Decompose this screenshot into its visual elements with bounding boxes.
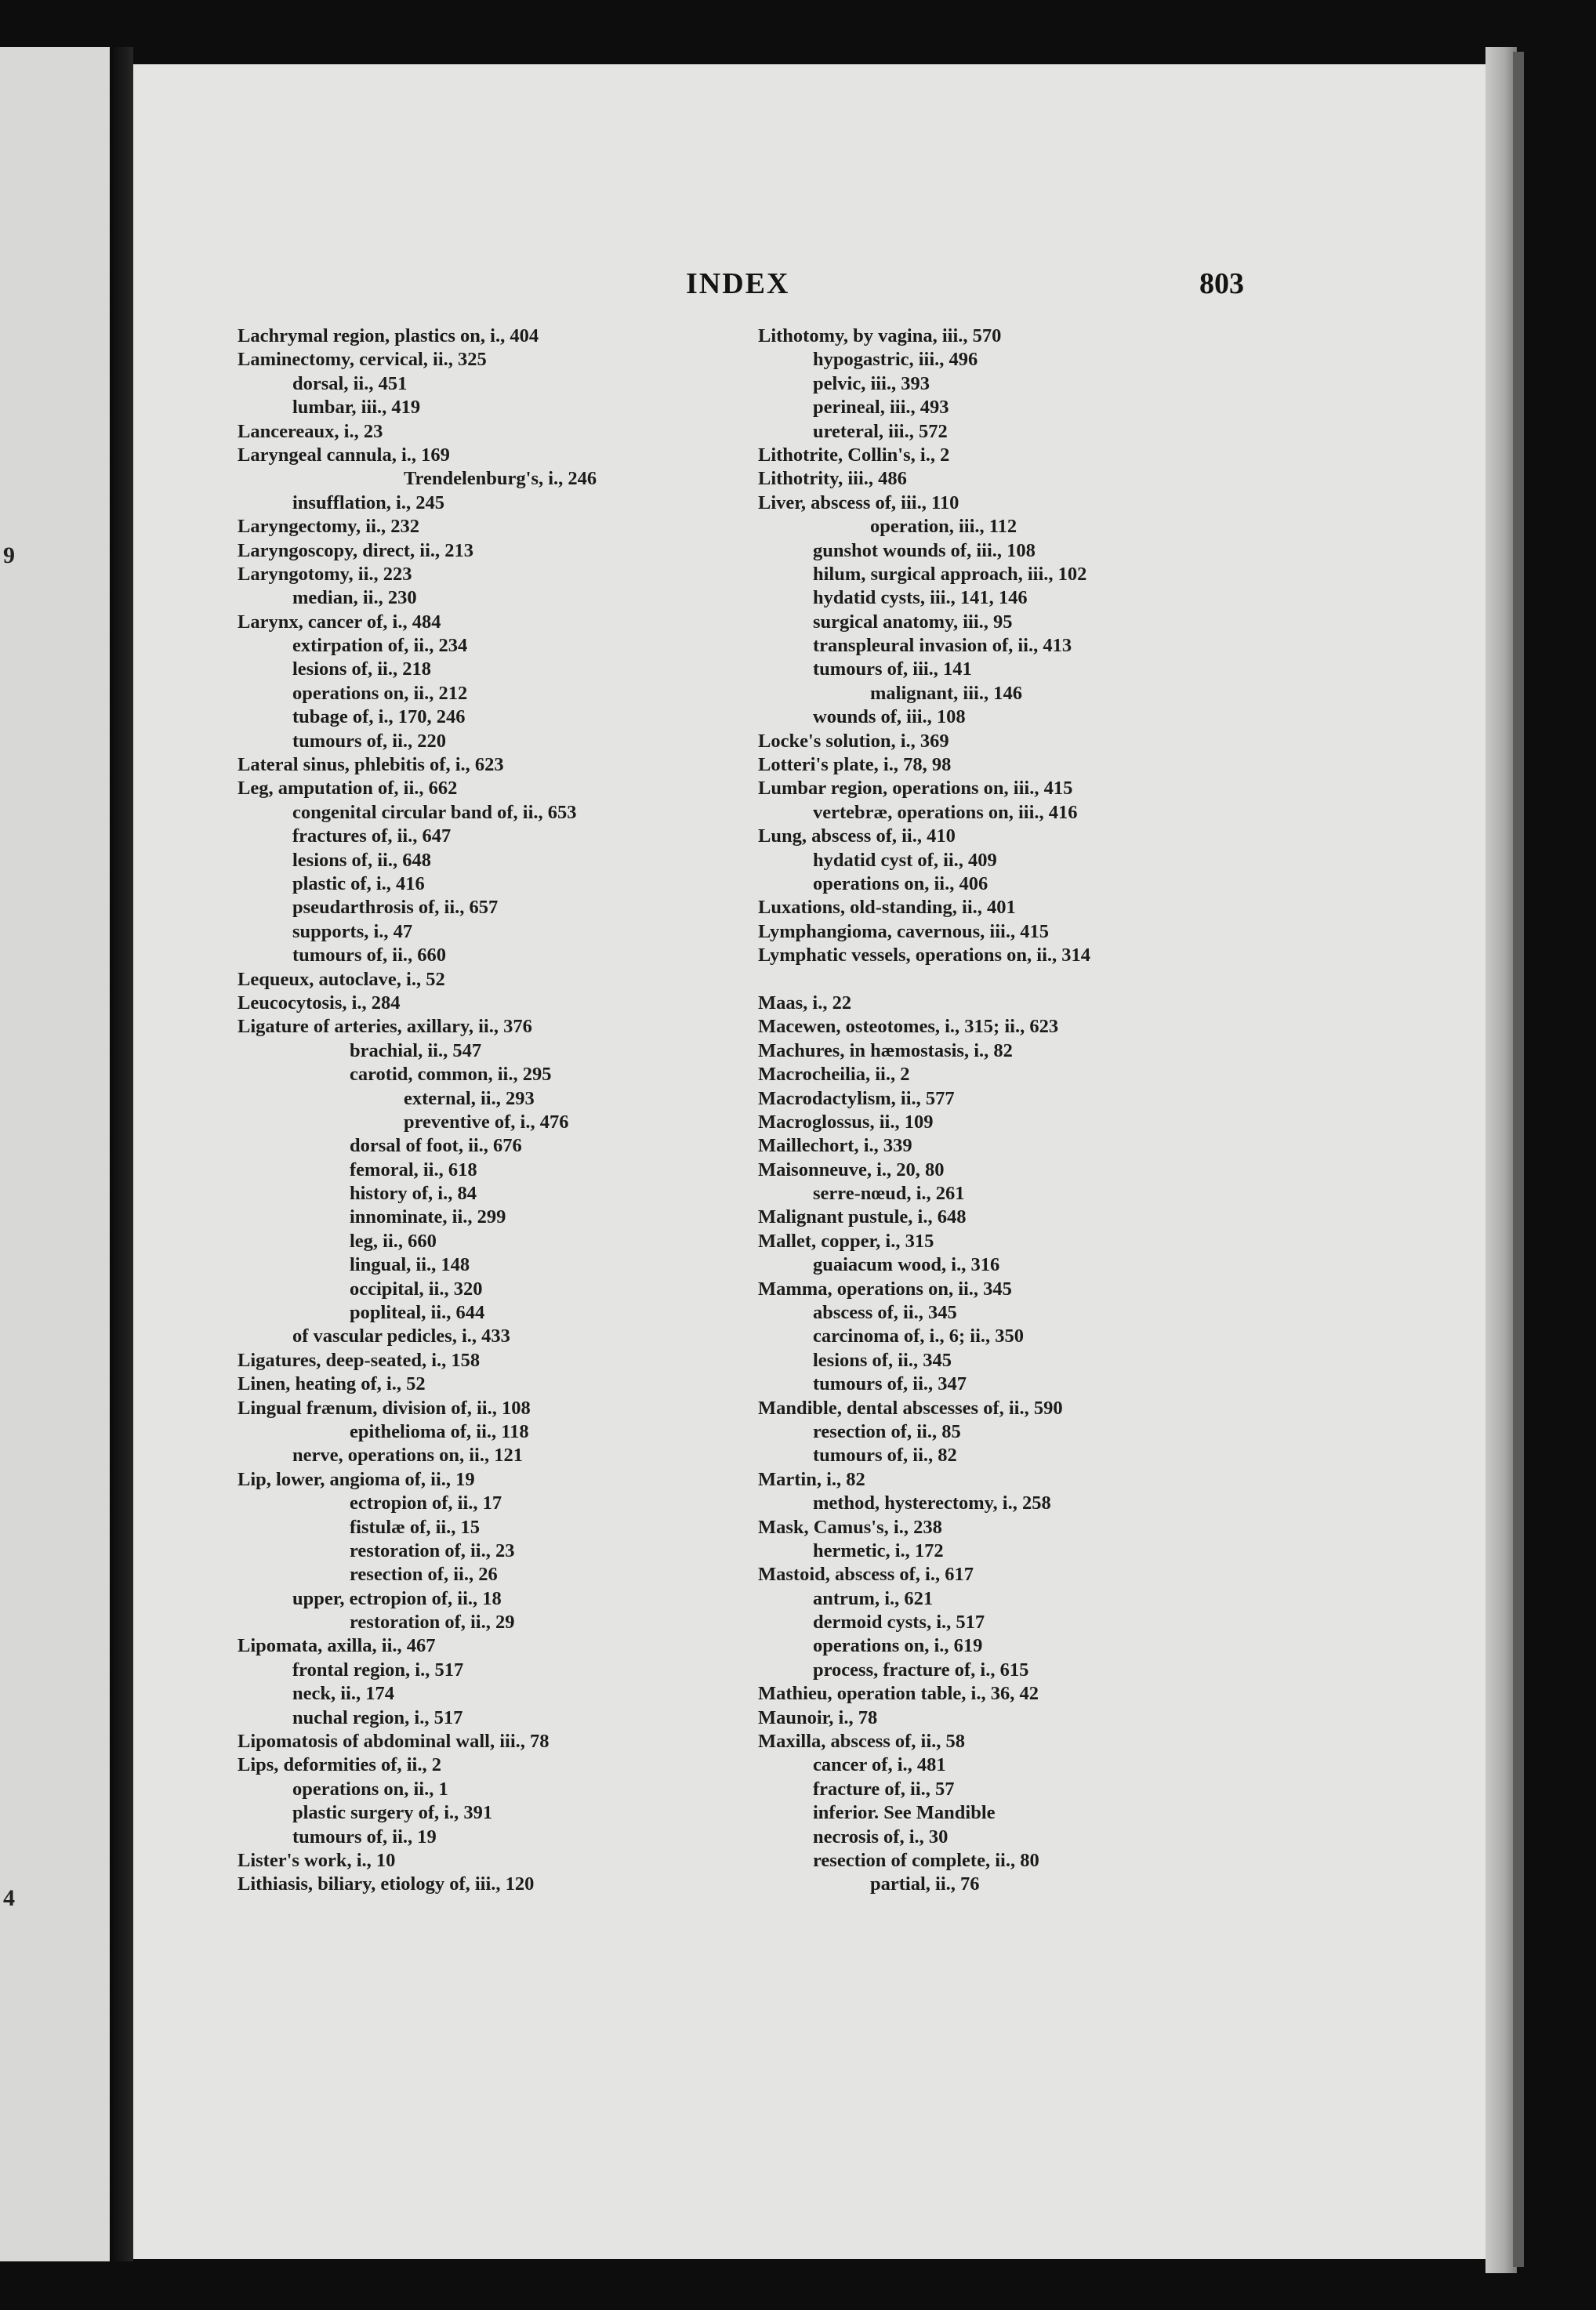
index-entry: Lotteri's plate, i., 78, 98 bbox=[758, 754, 952, 776]
index-subentry: gunshot wounds of, iii., 108 bbox=[813, 539, 1036, 561]
index-entry: Mallet, copper, i., 315 bbox=[758, 1230, 934, 1252]
previous-page bbox=[0, 47, 110, 2261]
index-subentry: plastic of, i., 416 bbox=[292, 872, 425, 894]
index-entry: Lateral sinus, phlebitis of, i., 623 bbox=[238, 754, 504, 776]
index-entry: Lithotrity, iii., 486 bbox=[758, 468, 907, 490]
index-subentry: brachial, ii., 547 bbox=[350, 1039, 482, 1061]
index-subentry: tumours of, ii., 82 bbox=[813, 1445, 957, 1467]
index-subentry: hermetic, i., 172 bbox=[813, 1539, 944, 1561]
index-subentry: hilum, surgical approach, iii., 102 bbox=[813, 563, 1087, 585]
index-subentry: carcinoma of, i., 6; ii., 350 bbox=[813, 1325, 1025, 1347]
index-entry: Laryngeal cannula, i., 169 bbox=[238, 444, 450, 466]
index-entry: Lancereaux, i., 23 bbox=[238, 420, 383, 442]
index-subentry: external, ii., 293 bbox=[404, 1087, 535, 1109]
index-subentry: frontal region, i., 517 bbox=[292, 1659, 464, 1681]
index-subentry: fractures of, ii., 647 bbox=[292, 825, 452, 847]
index-entry: Lequeux, autoclave, i., 52 bbox=[238, 968, 445, 990]
index-subentry: leg, ii., 660 bbox=[350, 1230, 437, 1252]
index-subentry: operations on, ii., 212 bbox=[292, 682, 468, 704]
index-subentry: resection of, ii., 26 bbox=[350, 1564, 498, 1586]
index-entry: Lachrymal region, plastics on, i., 404 bbox=[238, 325, 539, 346]
index-subentry: hydatid cysts, iii., 141, 146 bbox=[813, 587, 1028, 609]
index-subentry: surgical anatomy, iii., 95 bbox=[813, 611, 1013, 633]
index-subentry: plastic surgery of, i., 391 bbox=[292, 1802, 493, 1824]
index-subentry: malignant, iii., 146 bbox=[870, 682, 1022, 704]
index-subentry: lingual, ii., 148 bbox=[350, 1254, 470, 1276]
index-entry: Liver, abscess of, iii., 110 bbox=[758, 491, 959, 513]
index-subentry: supports, i., 47 bbox=[292, 920, 413, 942]
index-subentry: carotid, common, ii., 295 bbox=[350, 1064, 552, 1086]
index-subentry: necrosis of, i., 30 bbox=[813, 1826, 949, 1848]
index-subentry: tumours of, ii., 347 bbox=[813, 1373, 967, 1395]
index-entry: Leucocytosis, i., 284 bbox=[238, 992, 401, 1014]
index-subentry: resection of, ii., 85 bbox=[813, 1420, 961, 1442]
index-subentry: preventive of, i., 476 bbox=[404, 1111, 569, 1133]
index-subentry: abscess of, ii., 345 bbox=[813, 1302, 957, 1324]
index-column-left bbox=[238, 325, 597, 1897]
index-entry: Lingual frænum, division of, ii., 108 bbox=[238, 1397, 531, 1419]
index-subentry: partial, ii., 76 bbox=[870, 1873, 980, 1895]
index-subentry: perineal, iii., 493 bbox=[813, 397, 949, 419]
index-entry: Mastoid, abscess of, i., 617 bbox=[758, 1564, 974, 1586]
index-subentry: insufflation, i., 245 bbox=[292, 491, 444, 513]
index-subentry: of vascular pedicles, i., 433 bbox=[292, 1325, 510, 1347]
index-entry: Maxilla, abscess of, ii., 58 bbox=[758, 1731, 966, 1753]
index-subentry: cancer of, i., 481 bbox=[813, 1754, 946, 1776]
index-subentry: lesions of, ii., 648 bbox=[292, 849, 431, 871]
index-subentry: median, ii., 230 bbox=[292, 587, 417, 609]
index-subentry: lumbar, iii., 419 bbox=[292, 397, 421, 419]
index-entry: Linen, heating of, i., 52 bbox=[238, 1373, 426, 1395]
index-subentry: congenital circular band of, ii., 653 bbox=[292, 801, 577, 823]
index-subentry: operation, iii., 112 bbox=[870, 516, 1017, 538]
index-entry: Locke's solution, i., 369 bbox=[758, 730, 949, 752]
index-subentry: occipital, ii., 320 bbox=[350, 1278, 483, 1300]
index-entry: Mathieu, operation table, i., 36, 42 bbox=[758, 1683, 1039, 1705]
index-subentry: method, hysterectomy, i., 258 bbox=[813, 1492, 1051, 1514]
index-entry: Lithiasis, biliary, etiology of, iii., 120 bbox=[238, 1873, 535, 1895]
index-entry: Macewen, osteotomes, i., 315; ii., 623 bbox=[758, 1016, 1059, 1038]
index-entry: Lymphatic vessels, operations on, ii., 314 bbox=[758, 945, 1091, 966]
index-subentry: tubage of, i., 170, 246 bbox=[292, 706, 466, 728]
index-subentry: operations on, ii., 406 bbox=[813, 872, 988, 894]
index-subentry: ectropion of, ii., 17 bbox=[350, 1492, 502, 1514]
index-subentry: transpleural invasion of, ii., 413 bbox=[813, 635, 1072, 657]
index-subentry: dermoid cysts, i., 517 bbox=[813, 1612, 985, 1634]
index-subentry: tumours of, ii., 660 bbox=[292, 945, 446, 966]
index-subentry: hydatid cyst of, ii., 409 bbox=[813, 849, 997, 871]
index-entry: Macrocheilia, ii., 2 bbox=[758, 1064, 910, 1086]
index-subentry: dorsal of foot, ii., 676 bbox=[350, 1135, 522, 1157]
index-subentry: operations on, ii., 1 bbox=[292, 1778, 448, 1800]
index-entry: Leg, amputation of, ii., 662 bbox=[238, 778, 458, 800]
index-subentry: antrum, i., 621 bbox=[813, 1587, 934, 1609]
index-entry: Malignant pustule, i., 648 bbox=[758, 1206, 967, 1228]
index-entry: Ligature of arteries, axillary, ii., 376 bbox=[238, 1016, 532, 1038]
index-entry: Luxations, old-standing, ii., 401 bbox=[758, 897, 1016, 919]
index-entry: Maas, i., 22 bbox=[758, 992, 852, 1014]
index-entry: Lip, lower, angioma of, ii., 19 bbox=[238, 1468, 475, 1490]
index-subentry: lesions of, ii., 345 bbox=[813, 1349, 952, 1371]
index-subentry: process, fracture of, i., 615 bbox=[813, 1659, 1029, 1681]
index-entry: Laryngoscopy, direct, ii., 213 bbox=[238, 539, 474, 561]
index-subentry: dorsal, ii., 451 bbox=[292, 372, 408, 394]
index-subentry: popliteal, ii., 644 bbox=[350, 1302, 485, 1324]
index-subentry: guaiacum wood, i., 316 bbox=[813, 1254, 1000, 1276]
index-subentry: nuchal region, i., 517 bbox=[292, 1706, 463, 1728]
index-entry: Mamma, operations on, ii., 345 bbox=[758, 1278, 1012, 1300]
index-entry: Lister's work, i., 10 bbox=[238, 1850, 396, 1871]
index-subentry: extirpation of, ii., 234 bbox=[292, 635, 468, 657]
index-entry: Laminectomy, cervical, ii., 325 bbox=[238, 349, 487, 371]
index-entry: Maisonneuve, i., 20, 80 bbox=[758, 1159, 945, 1180]
index-entry: Ligatures, deep-seated, i., 158 bbox=[238, 1349, 481, 1371]
index-subentry: inferior. See Mandible bbox=[813, 1802, 996, 1824]
index-entry: Machures, in hæmostasis, i., 82 bbox=[758, 1039, 1013, 1061]
index-subentry: ureteral, iii., 572 bbox=[813, 420, 948, 442]
index-subentry: tumours of, iii., 141 bbox=[813, 658, 972, 680]
index-entry: Macrodactylism, ii., 577 bbox=[758, 1087, 955, 1109]
index-subentry: upper, ectropion of, ii., 18 bbox=[292, 1587, 502, 1609]
index-subentry: restoration of, ii., 23 bbox=[350, 1539, 515, 1561]
page-edge bbox=[1485, 47, 1517, 2273]
index-entry: Larynx, cancer of, i., 484 bbox=[238, 611, 441, 633]
index-entry: Macroglossus, ii., 109 bbox=[758, 1111, 934, 1133]
index-entry: Lymphangioma, cavernous, iii., 415 bbox=[758, 920, 1049, 942]
index-entry: Mask, Camus's, i., 238 bbox=[758, 1516, 942, 1538]
index-subentry: wounds of, iii., 108 bbox=[813, 706, 966, 728]
index-entry: Maunoir, i., 78 bbox=[758, 1706, 878, 1728]
index-entry: Lithotrite, Collin's, i., 2 bbox=[758, 444, 950, 466]
section-break bbox=[758, 968, 1090, 992]
index-subentry: Trendelenburg's, i., 246 bbox=[404, 468, 597, 490]
book-gutter bbox=[110, 47, 133, 2261]
index-entry: Lithotomy, by vagina, iii., 570 bbox=[758, 325, 1002, 346]
index-subentry: tumours of, ii., 220 bbox=[292, 730, 446, 752]
index-entry: Mandible, dental abscesses of, ii., 590 bbox=[758, 1397, 1063, 1419]
index-entry: Lips, deformities of, ii., 2 bbox=[238, 1754, 441, 1776]
index-subentry: restoration of, ii., 29 bbox=[350, 1612, 515, 1634]
index-subentry: nerve, operations on, ii., 121 bbox=[292, 1445, 523, 1467]
index-subentry: serre-nœud, i., 261 bbox=[813, 1183, 965, 1205]
index-entry: Maillechort, i., 339 bbox=[758, 1135, 912, 1157]
index-subentry: hypogastric, iii., 496 bbox=[813, 349, 978, 371]
index-subentry: femoral, ii., 618 bbox=[350, 1159, 477, 1180]
index-column-right bbox=[758, 325, 1090, 1897]
index-entry: Lung, abscess of, ii., 410 bbox=[758, 825, 956, 847]
index-subentry: fistulæ of, ii., 15 bbox=[350, 1516, 481, 1538]
page-title: INDEX bbox=[686, 267, 790, 300]
index-subentry: tumours of, ii., 19 bbox=[292, 1826, 437, 1848]
index-subentry: operations on, i., 619 bbox=[813, 1635, 983, 1657]
index-entry: Lipomatosis of abdominal wall, iii., 78 bbox=[238, 1731, 550, 1753]
page-edge-shadow bbox=[1513, 52, 1524, 2267]
index-subentry: fracture of, ii., 57 bbox=[813, 1778, 955, 1800]
index-entry: Martin, i., 82 bbox=[758, 1468, 865, 1490]
index-subentry: pelvic, iii., 393 bbox=[813, 372, 930, 394]
index-entry: Laryngotomy, ii., 223 bbox=[238, 563, 412, 585]
index-subentry: resection of complete, ii., 80 bbox=[813, 1850, 1039, 1871]
index-entry: Laryngectomy, ii., 232 bbox=[238, 516, 420, 538]
page-number: 803 bbox=[1199, 267, 1244, 300]
index-subentry: vertebræ, operations on, iii., 416 bbox=[813, 801, 1078, 823]
index-subentry: innominate, ii., 299 bbox=[350, 1206, 506, 1228]
index-entry: Lipomata, axilla, ii., 467 bbox=[238, 1635, 436, 1657]
index-subentry: epithelioma of, ii., 118 bbox=[350, 1420, 529, 1442]
index-entry: Lumbar region, operations on, iii., 415 bbox=[758, 778, 1073, 800]
index-subentry: pseudarthrosis of, ii., 657 bbox=[292, 897, 499, 919]
index-subentry: history of, i., 84 bbox=[350, 1183, 477, 1205]
previous-page-fragment: 4 bbox=[3, 1885, 15, 1911]
index-subentry: neck, ii., 174 bbox=[292, 1683, 394, 1705]
previous-page-fragment: 9 bbox=[3, 542, 15, 568]
index-subentry: lesions of, ii., 218 bbox=[292, 658, 431, 680]
